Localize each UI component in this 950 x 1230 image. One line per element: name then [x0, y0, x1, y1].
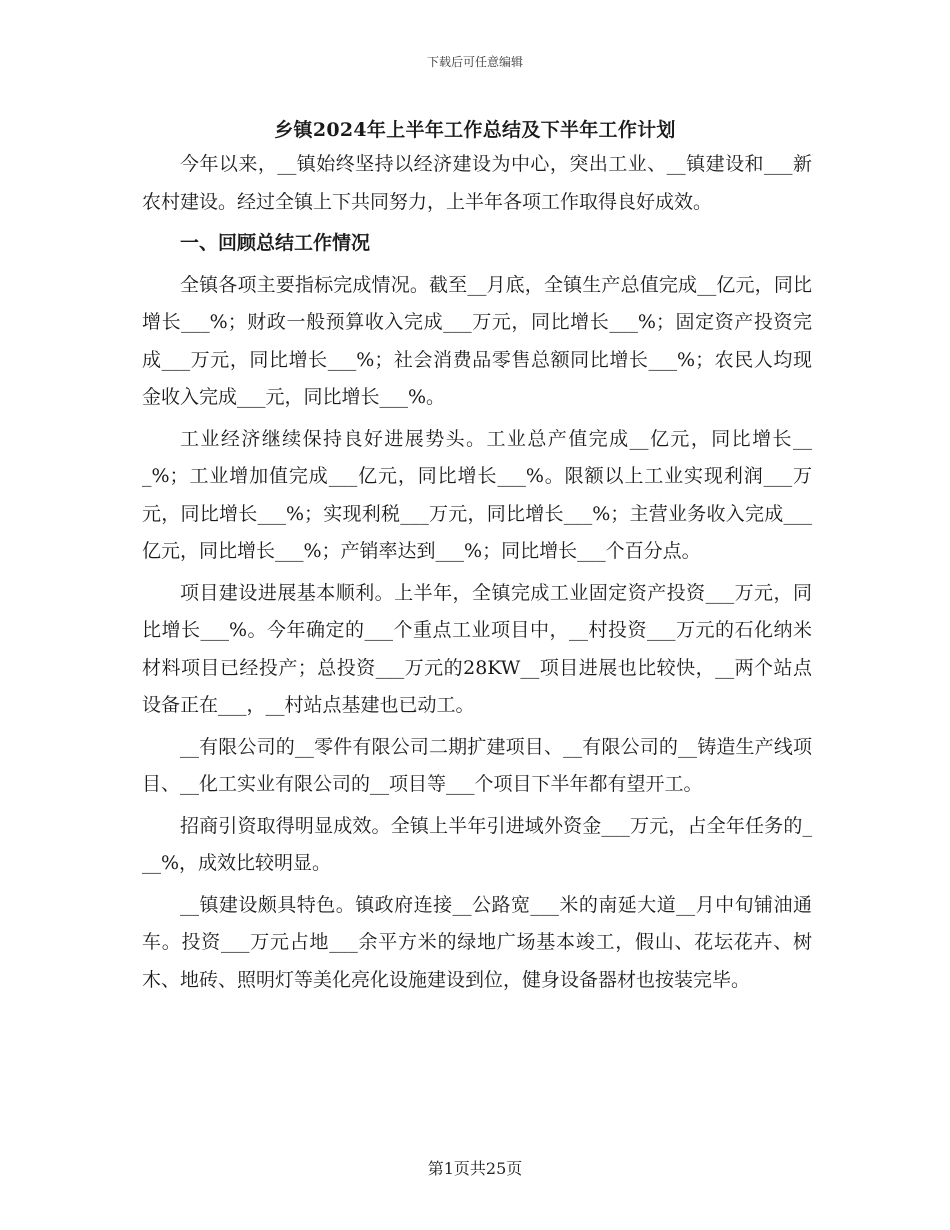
- document-body: [142, 146, 812, 999]
- town-construction-paragraph: __镇建设颇具特色。镇政府连接__公路宽___米的南延大道__月中旬铺油通车。投资___万元占地___余平方米的绿地广场基本竣工，假山、花坛花卉、树木、地砖、照明灯等美化亮化设施建设到位，健身设备器材也按装完毕。: [142, 893, 812, 991]
- section-heading: 一、回顾总结工作情况: [180, 232, 371, 254]
- page-number: 第1页共25页: [427, 1159, 523, 1178]
- document-title: 乡镇2024年上半年工作总结及下半年工作计划: [274, 119, 676, 141]
- intro-paragraph: 今年以来，__镇始终坚持以经济建设为中心，突出工业、__镇建设和___新农村建设。经过全镇上下共同努力，上半年各项工作取得良好成效。: [142, 153, 812, 213]
- investment-paragraph: 招商引资取得明显成效。全镇上半年引进域外资金___万元，占全年任务的___%，成效比较明显。: [142, 814, 812, 874]
- industry-paragraph: 工业经济继续保持良好进展势头。工业总产值完成__亿元，同比增长___%；工业增加值完成___亿元，同比增长___%。限额以上工业实现利润___万元，同比增长___%；实现利税___万元，同比增长___%；主营业务收入完成___亿元，同比增长___%；产销率达到___%；同比增长___个百分点。: [142, 427, 812, 562]
- projects-paragraph: 项目建设进展基本顺利。上半年，全镇完成工业固定资产投资___万元，同比增长___%。今年确定的___个重点工业项目中，__村投资___万元的石化纳米材料项目已经投产；总投资___万元的28KW__项目进展也比较快，__两个站点设备正在___，__村站点基建也已动工。: [142, 581, 812, 716]
- companies-paragraph: __有限公司的__零件有限公司二期扩建项目、__有限公司的__铸造生产线项目、__化工实业有限公司的__项目等___个项目下半年都有望开工。: [142, 735, 812, 795]
- indicators-paragraph: 全镇各项主要指标完成情况。截至__月底，全镇生产总值完成__亿元，同比增长___%；财政一般预算收入完成___万元，同比增长___%；固定资产投资完成___万元，同比增长___%；社会消费品零售总额同比增长___%；农民人均现金收入完成___元，同比增长___%。: [142, 273, 812, 408]
- page-header-note: 下载后可任意编辑: [426, 55, 523, 69]
